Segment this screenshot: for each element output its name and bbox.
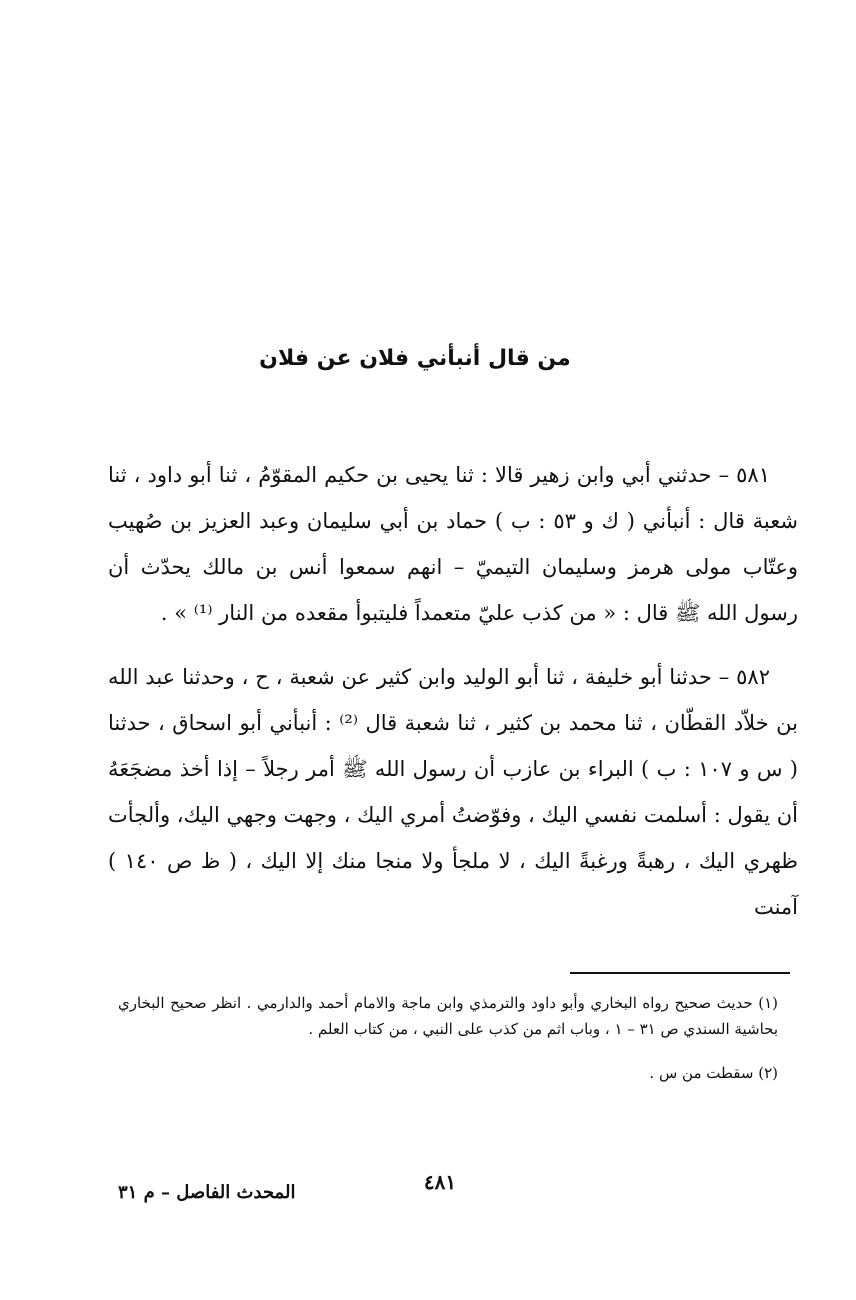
footnote-text: حديث صحيح رواه البخاري وأبو داود والترمذي وابن ماجة والامام أحمد والدارمي . انظر صحيح البخاري بحاشية السندي ص ٣١ – ١ ، وباب اثم من كذب على النبي ، من كتاب العلم . — [118, 994, 778, 1038]
page-number: ٤٨١ — [423, 1170, 457, 1194]
hadith-number: ٥٨١ — [736, 463, 770, 487]
footnote-divider — [570, 972, 790, 974]
hadith-text: حدثني أبي وابن زهير قالا : ثنا يحيى بن حكيم المقوّمُ ، ثنا أبو داود ، ثنا شعبة قال : أنبأني ( ك و ٥٣ : ب ) حماد بن أبي سليمان وعبد العزيز بن صُهيب وعتّاب مولى هرمز وسليمان التيميّ – انهم سمعوا أنس بن مالك يحدّث أن رسول الله ﷺ قال : « من كذب عليّ متعمداً فليتبوأ مقعده من النار ⁽¹⁾ » . — [108, 463, 798, 625]
footnote-marker: (١) — [758, 994, 778, 1012]
footnote-text: سقطت من س . — [649, 1064, 754, 1082]
hadith-581 — [108, 452, 798, 636]
running-footer: المحدث الفاصل – م ٣١ — [118, 1182, 296, 1203]
hadith-dash: – — [718, 665, 730, 689]
hadith-582 — [108, 654, 798, 930]
hadith-number: ٥٨٢ — [736, 665, 770, 689]
footnote-marker: (٢) — [758, 1064, 778, 1082]
hadith-dash: – — [718, 463, 730, 487]
hadith-text: حدثنا أبو خليفة ، ثنا أبو الوليد وابن كثير عن شعبة ، ح ، وحدثنا عبد الله بن خلاّد القطّان ، ثنا محمد بن كثير ، ثنا شعبة قال ⁽²⁾ : أنبأني أبو اسحاق ، حدثنا ( س و ١٠٧ : ب ) البراء بن عازب أن رسول الله ﷺ أمر رجلاً – إذا أخذ مضجَعَهُ أن يقول : أسلمت نفسي اليك ، وفوّضتُ أمري اليك ، وجهت وجهي اليك، وألجأت ظهري اليك ، رهبةً ورغبةً اليك ، لا ملجأ ولا منجا منك إلا اليك ، ( ظ ص ١٤٠ ) آمنت — [108, 665, 798, 919]
footnotes — [118, 990, 778, 1086]
main-text — [108, 452, 798, 930]
footnote-2 — [118, 1060, 778, 1086]
chapter-title: من قال أنبأني فلان عن فلان — [259, 346, 571, 371]
footnote-1 — [118, 990, 778, 1042]
